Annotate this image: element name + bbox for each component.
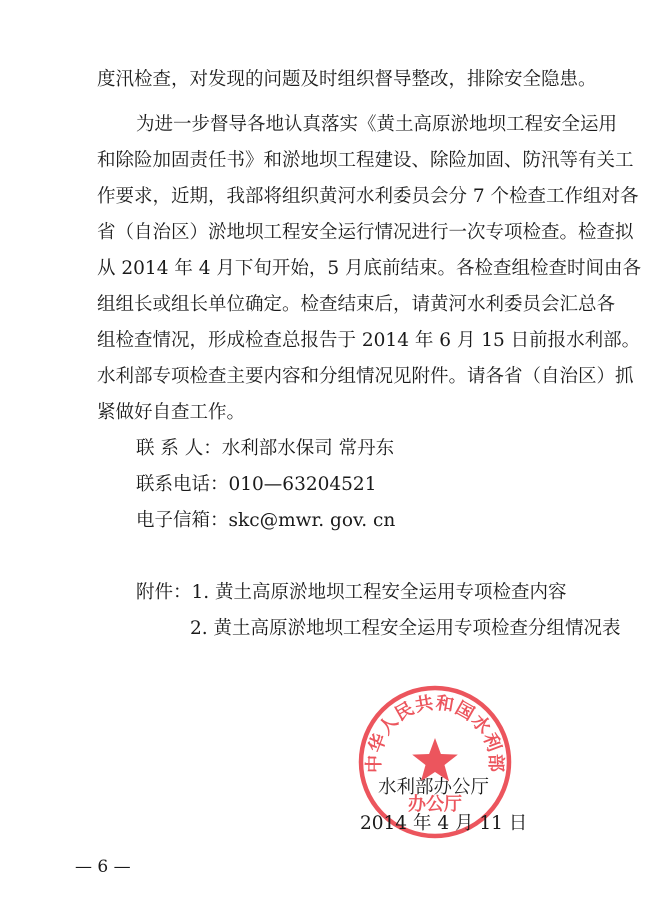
paragraph-line: 和除险加固责任书》和淤地坝工程建设、除险加固、防汛等有关工 [97, 150, 634, 171]
paragraph-line: 紧做好自查工作。 [97, 402, 246, 423]
attachment-item: 2. 黄土高原淤地坝工程安全运用专项检查分组情况表 [190, 618, 621, 639]
paragraph-line: 作要求，近期，我部将组织黄河水利委员会分 7 个检查工作组对各 [97, 186, 639, 207]
star-icon [412, 738, 458, 781]
sender-name: 水利部办公厅 [378, 777, 490, 798]
attachment-item: 附件：1. 黄土高原淤地坝工程安全运用专项检查内容 [136, 582, 567, 603]
contact-email: 电子信箱：skc@mwr. gov. cn [136, 510, 396, 531]
seal-arc-text: 中华人民共和国水利部 [363, 692, 507, 774]
paragraph-line: 组组长或组长单位确定。检查结束后，请黄河水利委员会汇总各 [97, 294, 616, 315]
contact-phone: 联系电话：010—63204521 [136, 474, 377, 495]
document-date: 2014 年 4 月 11 日 [360, 813, 528, 834]
paragraph-line: 组检查情况，形成检查总报告于 2014 年 6 月 15 日前报水利部。 [97, 330, 641, 351]
paragraph-line: 为进一步督导各地认真落实《黄土高原淤地坝工程安全运用 [136, 114, 618, 135]
paragraph-line: 水利部专项检查主要内容和分组情况见附件。请各省（自治区）抓 [97, 366, 634, 387]
paragraph-line: 省（自治区）淤地坝工程安全运行情况进行一次专项检查。检查拟 [97, 222, 634, 243]
page-number: — 6 — [75, 857, 131, 877]
paragraph-line: 度汛检查，对发现的问题及时组织督导整改，排除安全隐患。 [97, 69, 597, 90]
contact-person: 联 系 人：水利部水保司 常丹东 [136, 438, 395, 459]
paragraph-line: 从 2014 年 4 月下旬开始，5 月底前结束。各检查组检查时间由各 [97, 258, 642, 279]
seal-bottom-text: 办公厅 [408, 794, 462, 815]
